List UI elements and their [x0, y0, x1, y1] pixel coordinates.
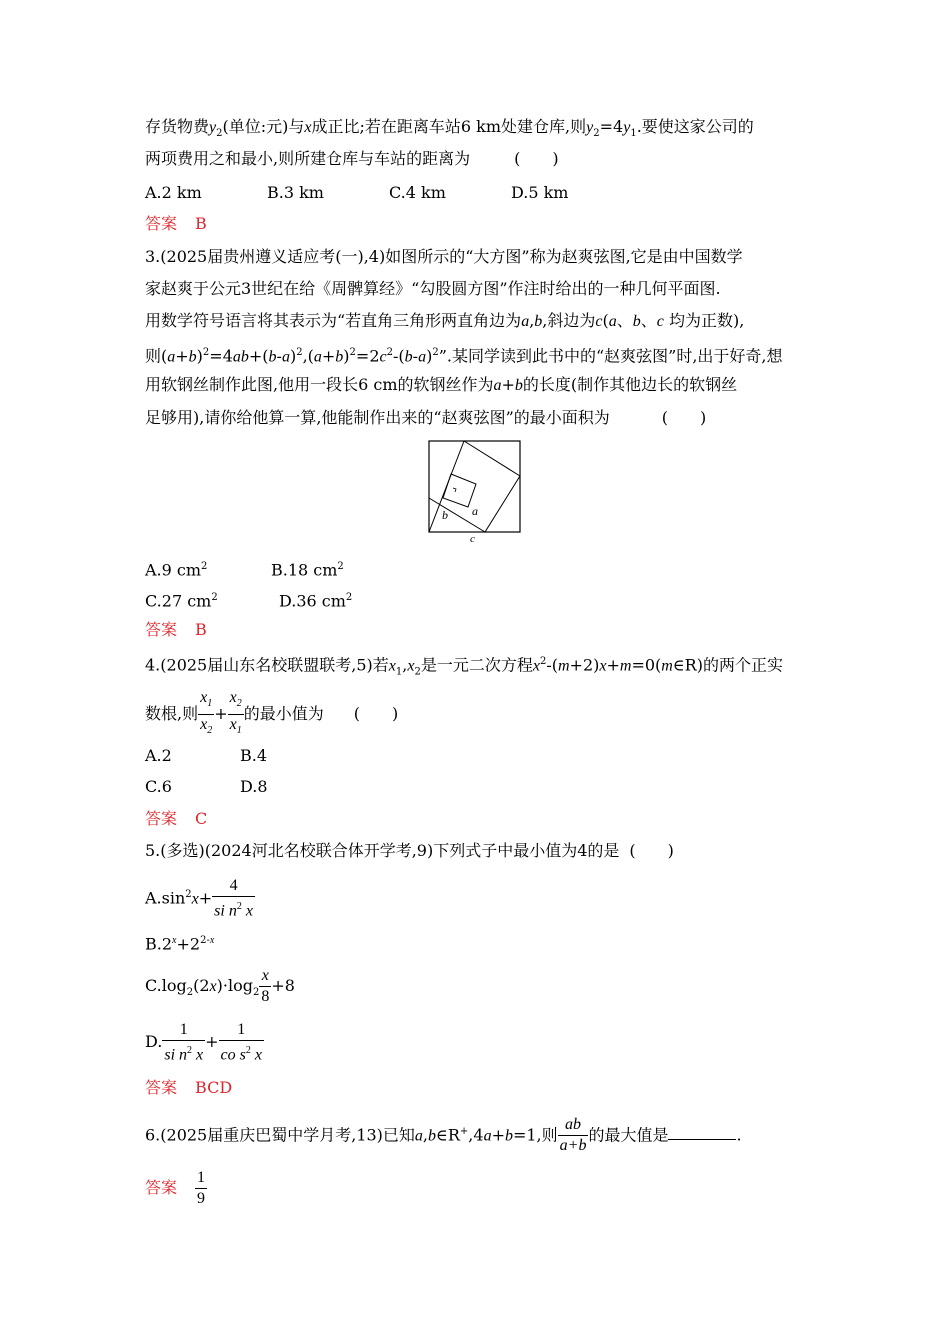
- q3-option-c: C.27 $cm^2$: [145, 591, 218, 611]
- q4-option-d: D.8: [240, 777, 268, 796]
- q2-option-c: C.4 km: [389, 183, 446, 202]
- q2-text-line-1: 存货物费$y_2$(单位:元)与x成正比;若在距离车站6 km处建仓库,则$y_2=4y_1$.要使这家公司的: [145, 117, 754, 140]
- fraction-4-over-sin2x: $\frac{4}{si n^2 x}$: [214, 877, 253, 920]
- q5-option-b: $B.2^x+2^{2-x}$: [145, 934, 215, 954]
- q4-option-b: B.4: [240, 746, 268, 765]
- fraction-x-over-8: $\frac{x}{8}$: [261, 967, 270, 1005]
- q4-text-line-2: 数根,则 $\frac{x_1}{x_2}$ + $\frac{x_2}{x_1}$ 的最小值为 ( ): [145, 688, 398, 741]
- q3-text-line-3: 用数学符号语言将其表示为“若直角三角形两直角边为a,b,斜边为c(a、b、c 均为正数),: [145, 311, 745, 330]
- q4-option-c: C.6: [145, 777, 172, 796]
- q5-option-c: $C.\log_2(2x)\cdot\log_2$ $\frac{x}{8}$ +8: [145, 967, 295, 1005]
- q3-text-line-5: 用软钢丝制作此图,他用一段长6 cm的软钢丝作为a+b的长度(制作其他边长的软钢丝: [145, 375, 738, 394]
- label-a: a: [472, 504, 478, 518]
- q3-option-a: A.9 $cm^2$: [145, 560, 208, 580]
- q5-option-a: $A.\sin^2x+$ $\frac{4}{si n^2 x}$: [145, 877, 253, 920]
- q2-text-line-2: 两项费用之和最小,则所建仓库与车站的距离为 ( ): [145, 149, 559, 168]
- fraction-ab-over-a-plus-b: $\frac{ab}{a+b}$: [559, 1116, 587, 1155]
- zhao-shuang-hypotenuse-diagram: [428, 440, 522, 544]
- q3-answer: 答案 B: [145, 620, 207, 639]
- fraction-1-over-9: $\frac{1}{9}$: [197, 1169, 206, 1207]
- triangle-top-hypotenuse: [464, 441, 520, 476]
- q4-answer: 答案 C: [145, 809, 208, 828]
- q6-answer: 答案 $\frac{1}{9}$: [145, 1169, 206, 1207]
- q2-option-a: A.2 km: [145, 183, 202, 202]
- q3-text-line-6: 足够用),请你给他算一算,他能制作出来的“赵爽弦图”的最小面积为 ( ): [145, 408, 707, 427]
- inner-square: [443, 474, 476, 507]
- q5-text-line-1: 5.(多选)(2024河北名校联合体开学考,9)下列式子中最小值为4的是 ( ): [145, 841, 674, 860]
- fraction-x1-over-x2: $\frac{x_1}{x_2}$: [200, 689, 213, 737]
- label-c: c: [470, 533, 475, 544]
- triangle-right-hypotenuse: [485, 476, 520, 532]
- right-angle-mark: [453, 488, 456, 492]
- fraction-1-over-sin2x: $\frac{1}{si n^2 x}$: [164, 1020, 204, 1064]
- q2-option-b: B.3 km: [267, 183, 324, 202]
- q3-option-d: D.36 $cm^2$: [279, 591, 353, 611]
- fraction-x2-over-x1: $\frac{x_2}{x_1}$: [229, 689, 242, 737]
- q3-text-line-2: 家赵爽于公元3世纪在给《周髀算经》“勾股圆方图”作注时给出的一种几何平面图.: [145, 279, 721, 298]
- answer-blank: [668, 1125, 736, 1140]
- q5-option-d: D. $\frac{1}{si n^2 x}$ + $\frac{1}{co s^2 x}$: [145, 1020, 262, 1064]
- q6-text-line-1: 6.(2025届重庆巴蜀中学月考,13)已知a,b∈R+,4a+b=1,则 $\frac{ab}{a+b}$ 的最大值是 .: [145, 1116, 742, 1155]
- q4-option-a: A.2: [145, 746, 172, 765]
- q4-text-line-1: 4.(2025届山东名校联盟联考,5)若$x_1,x_2$是一元二次方程$x^2-(m+2)x+m=0(m\in R)$的两个正实: [145, 655, 783, 678]
- q2-answer: 答案 B: [145, 214, 207, 233]
- q5-answer: 答案 BCD: [145, 1078, 233, 1097]
- fraction-1-over-cos2x: $\frac{1}{co s^2 x}$: [220, 1020, 262, 1064]
- q3-option-b: B.18 $cm^2$: [271, 560, 344, 580]
- label-b: b: [442, 508, 448, 522]
- q3-text-line-4: 则$(a+b)^2=4ab+(b-a)^2,(a+b)^2=2c^2-(b-a)^2$”.某同学读到此书中的“赵爽弦图”时,出于好奇,想: [145, 346, 783, 366]
- q3-text-line-1: 3.(2025届贵州遵义适应考(一),4)如图所示的“大方图”称为赵爽弦图,它是由中国数学: [145, 247, 743, 266]
- q2-option-d: D.5 km: [511, 183, 569, 202]
